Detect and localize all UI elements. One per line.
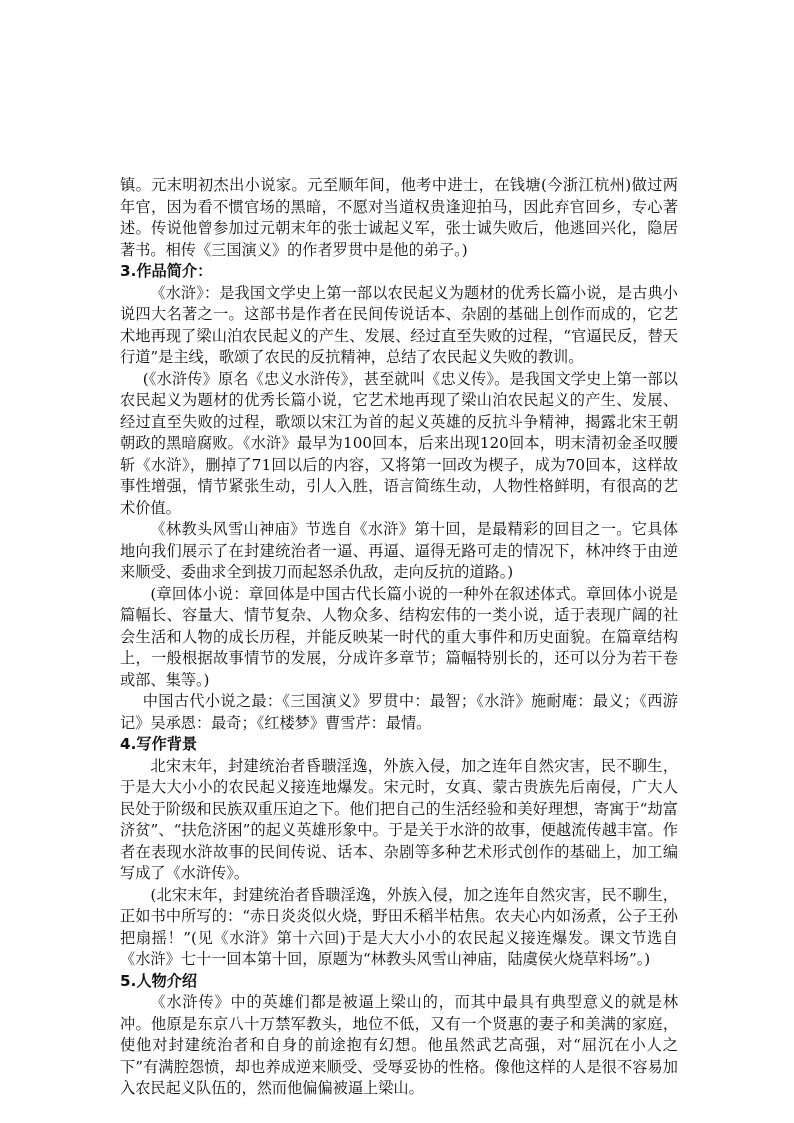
- paragraph-chapter-novel: (章回体小说：章回体是中国古代长篇小说的一种外在叙述体式。章回体小说是篇幅长、容量大、情节复杂、人物众多、结构宏伟的一类小说，适于表现广阔的社会生活和人物的成长历程，并能反映某一时代的重大事件和历史面貌。在篇章结构上，一般根据故事情节的发展，分成许多章节；篇幅特别长的，还可以分为若干卷或部、集等。): [120, 584, 678, 689]
- paragraph-background-main: 北宋末年，封建统治者昏聩淫逸，外族入侵，加之连年自然灾害，民不聊生，于是大大小小的农民起义接连地爆发。宋元时，女真、蒙古贵族先后南侵，广大人民处于阶级和民族双重压迫之下。他们把自己的生活经验和美好理想，寄寓于“劫富济贫”、“扶危济困”的起义英雄形象中。于是关于水浒的故事，便越流传越丰富。作者在表现水浒故事的民间传说、话本、杂剧等多种艺术形式创作的基础上，加工编写成了《水浒传》。: [120, 756, 678, 882]
- paragraph-background-note: (北宋末年，封建统治者昏聩淫逸，外族入侵，加之连年自然灾害，民不聊生，正如书中所写的：“赤日炎炎似火烧，野田禾稻半枯焦。农夫心内如汤煮，公子王孙把扇摇！”(见《水浒》第十六回)于是大大小小的农民起义接连爆发。课文节选自《水浒》七十一回本第十回，原题为“林教头风雪山神庙，陆虞侯火烧草料场”。): [120, 885, 678, 968]
- paragraph-works-summary: 《水浒》：是我国文学史上第一部以农民起义为题材的优秀长篇小说，是古典小说四大名著之一。这部书是作者在民间传说话本、杂剧的基础上创作而成的，它艺术地再现了梁山泊农民起义的产生、发展、经过直至失败的过程，“官逼民反，替天行道”是主线，歌颂了农民的反抗精神，总结了农民起义失败的教训。: [120, 283, 678, 366]
- section-heading-works: 3.作品简介：: [120, 262, 213, 280]
- section-heading-characters: 5.人物介绍: [120, 971, 198, 990]
- author-bio-continued: 镇。元末明初杰出小说家。元至顺年间，他考中进士，在钱塘(今浙江杭州)做过两年官，因为看不惯官场的黑暗，不愿对当道权贵逢迎拍马，因此弃官回乡，专心著述。传说他曾参加过元朝末年的张士诚起义军，张士诚失败后，他逃回兴化，隐居著书。相传《三国演义》的作者罗贯中是他的弟子。): [120, 176, 678, 259]
- paragraph-classic-novels: 中国古代小说之最：《三国演义》罗贯中：最智；《水浒》施耐庵：最义；《西游记》吴承恩：最奇；《红楼梦》曹雪芹：最情。: [120, 692, 678, 732]
- paragraph-lin-chong: 《水浒传》中的英雄们都是被逼上梁山的，而其中最具有典型意义的就是林冲。他原是东京八十万禁军教头，地位不低，又有一个贤惠的妻子和美满的家庭，使他对封建统治者和自身的前途抱有幻想。他虽然武艺高强，对“屈沉在小人之下”有满腔怨愤，却也养成逆来顺受、受辱妥协的性格。像他这样的人是很不容易加入农民起义队伍的，然而他偏偏被逼上梁山。: [120, 993, 678, 1097]
- document-page: [120, 0, 678, 1100]
- paragraph-works-detail: (《水浒传》原名《忠义水浒传》，甚至就叫《忠义传》。是我国文学史上第一部以农民起义为题材的优秀长篇小说，它艺术地再现了梁山泊农民起义的产生、发展、经过直至失败的过程，歌颂以宋江为首的起义英雄的反抗斗争精神，揭露北宋王朝朝政的黑暗腐败。《水浒》最早为100回本，后来出现120回本，明末清初金圣叹腰斩《水浒》，删掉了71回以后的内容，又将第一回改为楔子，成为70回本，这样故事性增强，情节紧张生动，引人入胜，语言简练生动，人物性格鲜明，有很高的艺术价值。: [120, 369, 678, 517]
- paragraph-excerpt-note: 《林教头风雪山神庙》节选自《水浒》第十回，是最精彩的回目之一。它具体地向我们展示了在封建统治者一逼、再逼、逼得无路可走的情况下，林冲终于由逆来顺受、委曲求全到拔刀而起怒杀仇敌，走向反抗的道路。): [120, 520, 678, 581]
- section-heading-background: 4.写作背景: [120, 735, 198, 753]
